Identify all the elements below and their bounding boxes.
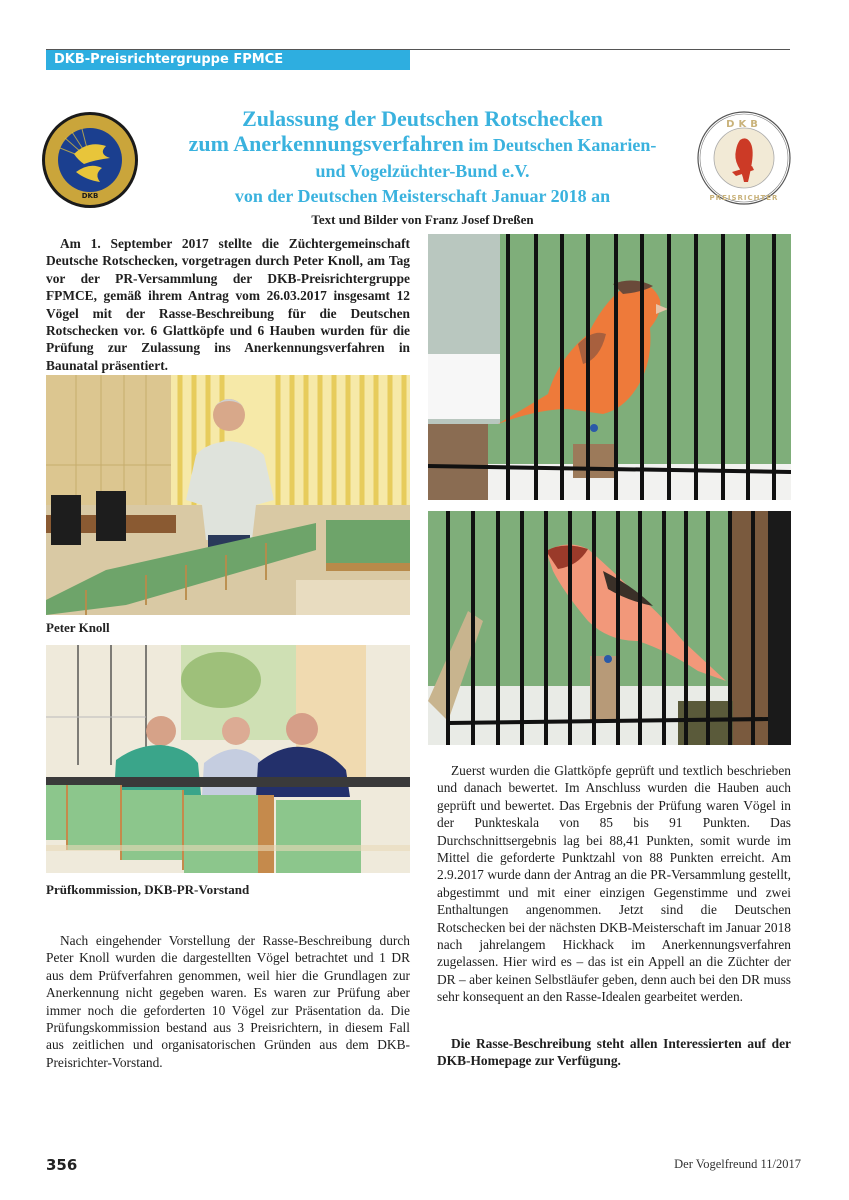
preisrichter-logo [696,110,792,206]
photo-canary-plainhead [428,511,791,745]
title-line-2 [150,131,695,159]
title-line-2-big: zum Anerkennungsverfahren [188,131,464,156]
byline: Text und Bilder von Franz Josef Dreßen [311,212,534,227]
intro-paragraph [46,235,410,374]
closing-paragraph [437,1035,791,1070]
photo-pruefkommission [46,645,410,873]
photo-peter-knoll [46,375,410,615]
title-line-2-small: im Deutschen Kanarien- [463,135,657,155]
title-line-4: von der Deutschen Meisterschaft Januar 2018 an [234,186,611,206]
title-line-1: Zulassung der Deutschen Rotschecken [242,106,603,131]
article-title-block [150,106,695,228]
title-line-3: und Vogelzüchter-Bund e.V. [315,161,530,181]
paragraph-3-text: Zuerst wurden die Glattköpfe geprüft und textlich beschrieben und danach bewertet. Im Anschluss wurden die Hauben auch geprüft und bewertet. Das Ergebnis der Prüfung waren Vögel in der Punkteskala von 85 bis 91 Punkten. Das Durchschnittsergebnis lag bei 88,41 Punkten, somit wurde im Mittel die geforderte Punktzahl von 88 Punkten erreicht. Am 2.9.2017 wurde dann der Antrag an die PR-Versammlung gestellt, abgestimmt und mit einer einzigen Gegenstimme und zwei Enthaltungen angenommen. Jetzt sind die Deutschen Rotschecken bei der nächsten DKB-Meisterschaft im Januar 2018 nach jahrelangem Hickhack im Anerkennungsverfahren zugelassen. Hier wird es – das ist ein Appell an die Züchter der DR – aber keinen Selbstläufer geben, denn auch bei den DR muss sehr konsequent an den Rasse-Idealen gearbeitet werden. [437,763,791,1005]
paragraph-3 [437,762,791,1006]
svg-text:DKB: DKB [726,119,762,130]
section-label: DKB-Preisrichtergruppe FPMCE [46,50,410,70]
closing-text: Die Rasse-Beschreibung steht allen Interessierten auf der DKB-Homepage zur Verfügung. [437,1036,791,1069]
paragraph-2 [46,932,410,1071]
photo-canary-crested [428,234,791,500]
caption-pruefkommission: Prüfkommission, DKB-PR-Vorstand [46,882,250,897]
paragraph-2-text: Nach eingehender Vorstellung der Rasse-Beschreibung durch Peter Knoll wurden die dargestellten Vögel betrachtet und 1 DR aus dem Prüfverfahren genommen, weil hier die Grundlagen zur Anerkennung nicht gegeben waren. Es waren zur Prüfung aber immer noch die geforderten 10 Vögel zur Präsentation da. Die Prüfungskommission bestand aus 3 Preisrichtern, in diesem Fall aus zeitlichen und organisatorischen Gründen aus dem DKB-Preisrichter-Vorstand. [46,933,410,1070]
page-number: 356 [46,1156,78,1174]
magazine-issue: Der Vogelfreund 11/2017 [674,1157,801,1171]
intro-text: Am 1. September 2017 stellte die Züchtergemeinschaft Deutsche Rotschecken, vorgetragen durch Peter Knoll, am Tag vor der PR-Versammlung der DKB-Preisrichtergruppe FPMCE, gemäß ihrem Antrag vom 26.03.2017 insgesamt 12 Vögel mit der Rasse-Beschreibung für die Deutschen Rotschecken vor. 6 Glattköpfe und 6 Hauben wurden für die Prüfung zur Zulassung ins Anerkennungsverfahren in Baunatal präsentiert. [46,236,410,373]
svg-text:PREISRICHTER: PREISRICHTER [709,194,779,202]
svg-text:DKB: DKB [81,192,99,200]
dkb-seal-logo [40,110,140,210]
caption-peter-knoll: Peter Knoll [46,620,110,635]
